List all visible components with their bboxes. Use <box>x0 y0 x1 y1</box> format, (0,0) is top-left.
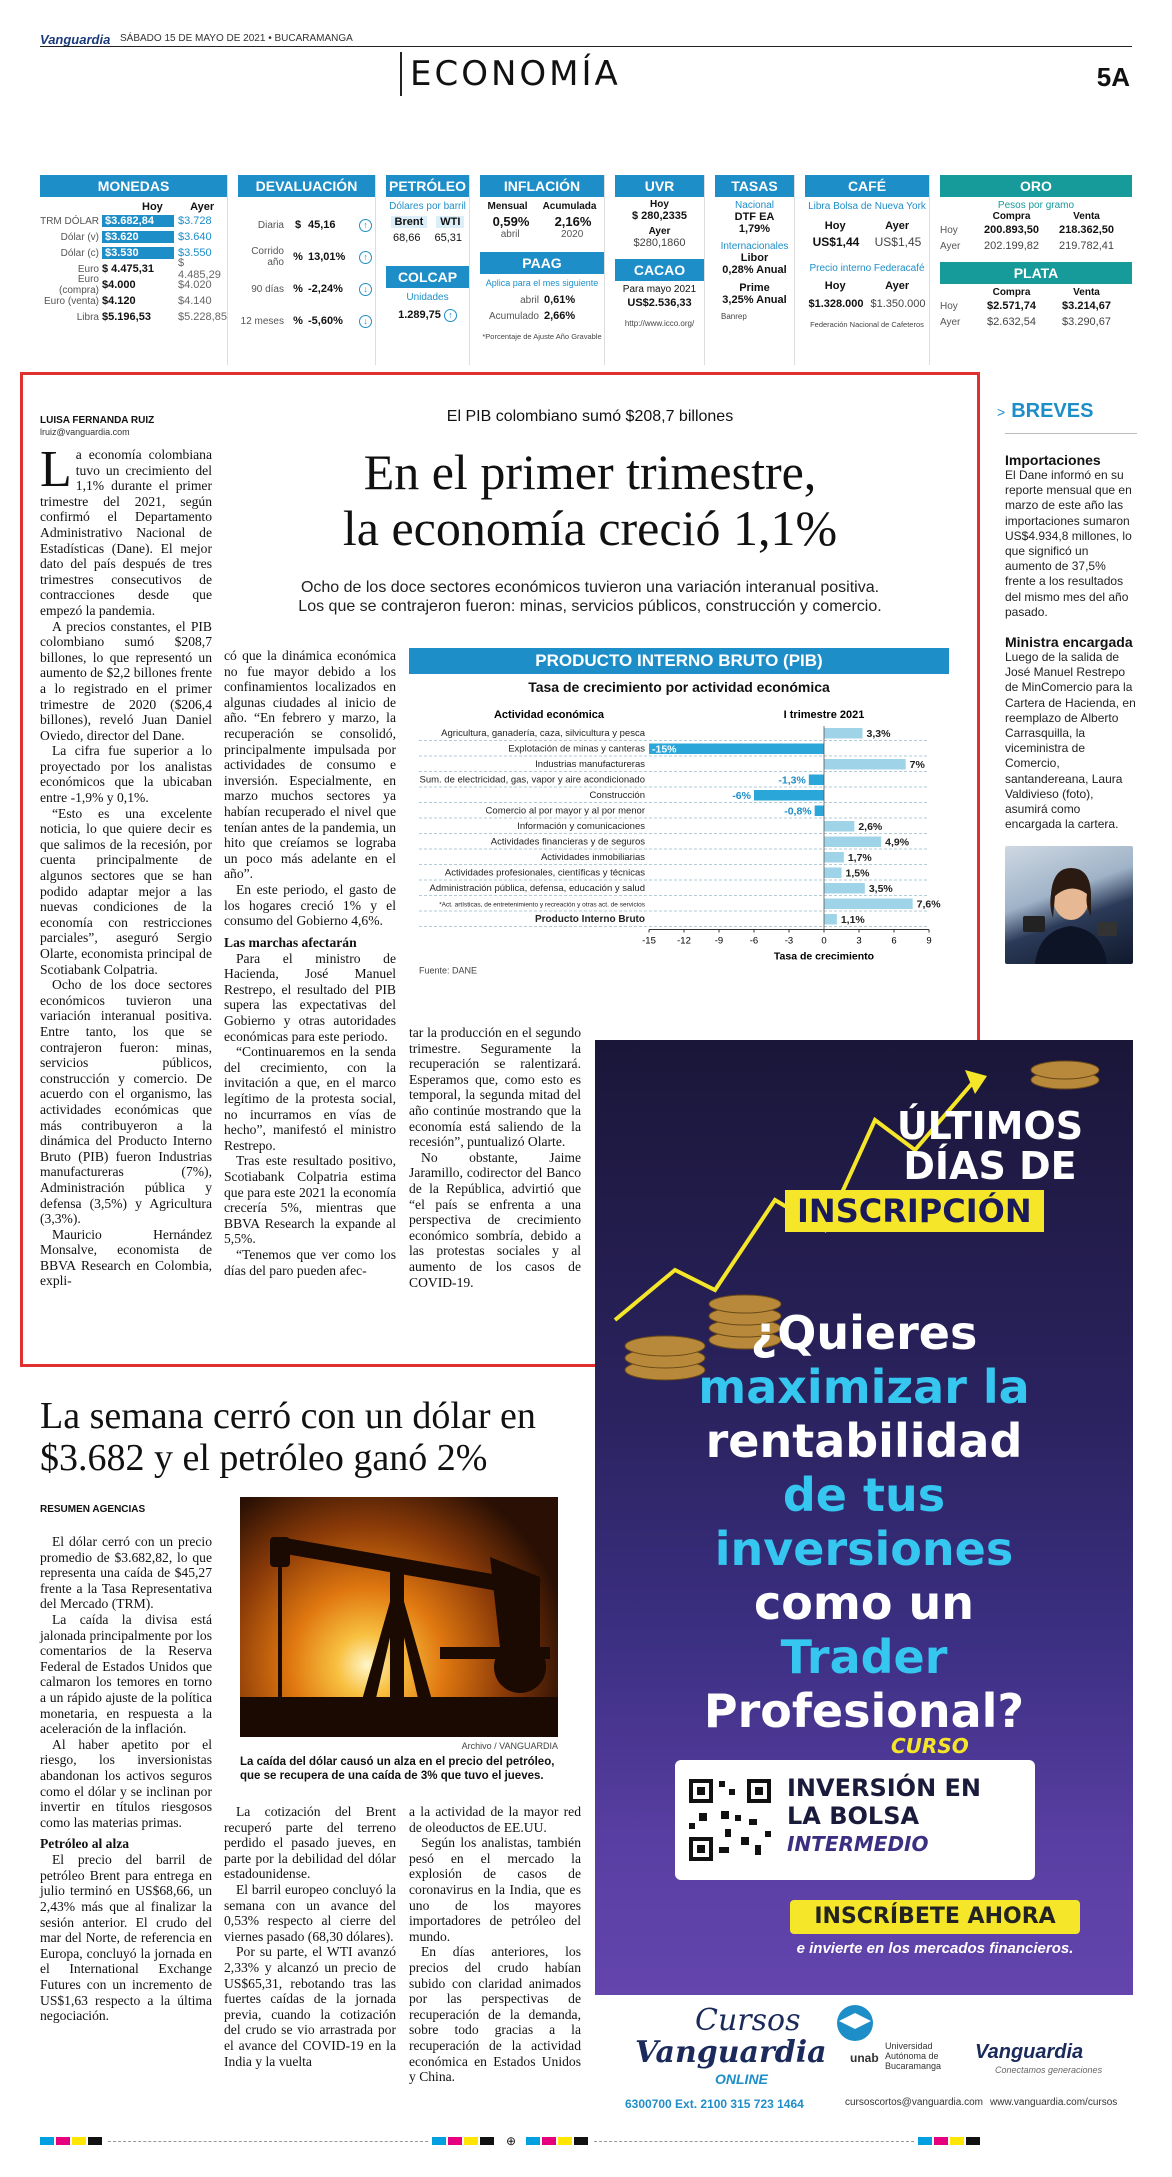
story2-headline <box>40 1395 600 1479</box>
inflacion-note: *Porcentaje de Ajuste Año Gravable <box>482 332 602 341</box>
uvr-panel <box>615 175 705 365</box>
subhead: Las marchas afectarán <box>224 934 357 950</box>
bar <box>824 899 913 910</box>
ad-question-7: Trader <box>780 1630 948 1684</box>
cafe-panel <box>805 175 930 365</box>
paragraph: Ocho de los doce sectores económicos tuvieron una variación interanual positiva. Entre tanto, los que se contrajeron fueron: minas, servicios públicos, construcción y comercio. De acuerdo con el organismo, las actividades económicas que más contribuyeron a la dinámica del Producto Interno Bruto (PIB) fueron Industrias manufactureras (7%), Administración pública y defensa (3,5%) y Agricultura (3,3%). <box>40 977 212 1227</box>
ad-question-5: inversiones <box>714 1522 1014 1576</box>
paag-row: Acumulado 2,66% <box>488 310 576 322</box>
deck-line-1: Ocho de los doce sectores económicos tuvieron una variación interanual positiva. <box>300 579 880 596</box>
data-label: 1,5% <box>845 867 870 880</box>
paragraph: La caída la divisa está jalonada principalmente por los comentarios de la Reserva Federal de Estados Unidos que calmaron los temores en torno a un rápido ajuste de la política monetaria, en respuesta a la aceleración de la inflación. <box>40 1611 212 1737</box>
article-column-2 <box>224 648 396 1278</box>
ad-question-6: como un <box>754 1576 974 1630</box>
paragraph: Al haber apetito por el riesgo, los inversionistas abandonan los activos seguros como el dólar y se inclinan por invertir en títulos riesgosos como las materias primas. <box>40 1736 212 1830</box>
bar <box>824 728 863 739</box>
paragraph: a economía colombiana tuvo un crecimiento del 1,1% durante el primer trimestre del 2021, según confirmó el Departamento Administrativo Nacional de Estadísticas (Dane). El mejor dato del país después de tres trimestres consecutivos de contracciones desde que empezó la pandemia. <box>40 447 212 618</box>
paragraph: Por su parte, el WTI avanzó 2,33% y alcanzó un precio de US$65,31, rebotando tras las fuertes caídas de la jornada previa, cuando la cotización del crudo se vio arrastrada por el avance del COVID-19 en la India y la vuelta <box>224 1944 396 2069</box>
oro-row: Ayer 202.199,82 219.782,41 <box>940 240 1115 252</box>
libor-value: 0,28% Anual <box>722 264 787 276</box>
data-label: -0,8% <box>784 805 812 818</box>
x-tick-label: -3 <box>784 935 794 947</box>
headline-line-1: En el primer trimestre, <box>363 444 817 500</box>
bar <box>824 821 854 832</box>
story2-headline-line-1: La semana cerró con un dólar en <box>40 1395 536 1437</box>
plata-row: Ayer $2.632,54 $3.290,67 <box>940 316 1111 328</box>
ad-line-1: ÚLTIMOS <box>896 1104 1084 1148</box>
monedas-hoy-header: Hoy <box>142 201 163 213</box>
category-header: Actividad económica <box>493 709 605 721</box>
monedas-row: TRM DÓLAR $3.682,84 $3.728 <box>40 215 212 227</box>
cursos-brand: Cursos <box>695 2003 801 2038</box>
cacao-value: US$2.536,33 <box>627 297 692 309</box>
vanguardia-brand: Vanguardia <box>635 2035 827 2070</box>
fed-hoy-label: Hoy <box>824 280 846 292</box>
course-box <box>675 1734 1035 1880</box>
paragraph: “Continuaremos en la senda del crecimiento, con la invitación a que, en el marco legítimo de la protesta social, no incurramos en vías de hecho”, manifestó el ministro Restrepo. <box>224 1044 396 1153</box>
print-color-strip <box>40 2132 1132 2148</box>
inscribete-button[interactable]: INSCRÍBETE AHORA <box>790 1900 1080 1934</box>
ad-question-8: Profesional? <box>703 1684 1025 1738</box>
story2-column-3 <box>409 1804 581 2085</box>
tasas-title: TASAS <box>715 175 794 197</box>
chart-title: PRODUCTO INTERNO BRUTO (PIB) <box>409 648 949 674</box>
devaluacion-row: 90 días % -2,24% ↓ <box>238 273 375 305</box>
monedas-row: Dólar (v) $3.620 $3.640 <box>60 231 212 243</box>
data-label: 7% <box>909 759 925 771</box>
plata-venta-label: Venta <box>1073 287 1100 298</box>
article-email[interactable]: lruiz@vanguardia.com <box>40 427 130 437</box>
registration-mark-icon: ⊕ <box>506 2134 517 2148</box>
brent-label: Brent <box>391 216 428 228</box>
x-tick-label: -6 <box>749 935 759 947</box>
plata-compra-label: Compra <box>992 287 1031 298</box>
monedas-title: MONEDAS <box>40 175 227 197</box>
paag-row: abril 0,61% <box>520 294 576 306</box>
brief-body: El Dane informó en su reporte mensual que en marzo de este año las importaciones sumaron US$4.934,8 millones, lo que significó un aumento de 37,5% frente a los resultados del mismo mes del año pasado. <box>1005 468 1132 619</box>
prime-value: 3,25% Anual <box>722 294 787 306</box>
paragraph: El barril europeo concluyó la semana con un avance del 0,53% respecto al cierre del viernes pasado (68,30 dólares). <box>224 1881 396 1944</box>
photo-credit: Archivo / VANGUARDIA <box>461 1741 558 1751</box>
paragraph: Para el ministro de Hacienda, José Manuel Restrepo, el resultado del PIB supera las expectativas del Gobierno y otras autoridades económicas para este periodo. <box>224 950 396 1044</box>
uvr-hoy-label: Hoy <box>650 199 669 210</box>
x-tick-label: 3 <box>856 935 862 947</box>
unab-logo: unab <box>850 2051 879 2065</box>
x-tick-label: 0 <box>821 935 827 947</box>
x-tick-label: 9 <box>926 935 932 947</box>
acumulada-period: 2020 <box>561 229 584 240</box>
graduation-cap-icon <box>825 2001 885 2041</box>
x-tick-label: -9 <box>714 935 724 947</box>
brief-body: Luego de la salida de José Manuel Restrepo de MinComercio para la Cartera de Hacienda, en reemplazo de Alberto Carrasquilla, la viceministra de Comercio, santandereana, Laura Valdivieso (foto), asumirá como encargada la cartera. <box>1005 650 1136 832</box>
chevron-right-icon: > <box>997 403 1006 420</box>
cafe-hoy-label: Hoy <box>824 220 846 232</box>
brief-photo <box>1005 846 1133 964</box>
devaluacion-row: Diaria $ 45,16 ↑ <box>238 209 375 241</box>
phone-numbers[interactable]: 6300700 Ext. 2100 315 723 1464 <box>625 2097 804 2111</box>
oro-title: ORO <box>940 175 1132 197</box>
paragraph: El dólar cerró con un precio promedio de $3.682,82, lo que representa una caída de $45,27 frente a la Tasa Representativa del Mercado (TRM). <box>40 1534 212 1612</box>
brief-title: Importaciones <box>1005 452 1101 468</box>
ad-footer <box>595 1995 1133 2120</box>
course-advertisement[interactable] <box>595 1040 1133 2120</box>
category-label: Información y comunicaciones <box>517 821 645 832</box>
ad-email[interactable]: cursoscortos@vanguardia.com <box>845 2097 983 2108</box>
uvr-ayer-label: Ayer <box>648 226 671 237</box>
masthead-rule <box>40 46 1132 47</box>
paragraph: có que la dinámica económica no fue mayor debido a los confinamientos localizados en algunas ciudades al inicio de año. “En febrero y marzo, la recuperación se consolidó, principalmente impulsada por actividades de consumo e inversión. Especialmente, en marzo muchos sectores ya habían recuperado el nivel que tenían antes de la pandemia, un hito que creíamos se lograba un poco más adelante en el año”. <box>224 648 396 882</box>
fed-ayer-value: $1.350.000 <box>870 298 926 310</box>
course-tag: CURSO <box>891 1734 969 1758</box>
paragraph: tar la producción en el segundo trimestre. Seguramente la recuperación se ralentizará. Esperamos que, como esto es temporal, la segunda mitad del año continúe mostrando que la economía está saliendo de la recesión”, puntualizó Olarte. <box>409 1025 581 1150</box>
oil-pump-photo <box>240 1497 558 1737</box>
breves-sidebar <box>997 400 1137 964</box>
petroleo-title: PETRÓLEO <box>386 175 469 197</box>
fed-ayer-label: Ayer <box>885 280 910 292</box>
oro-panel <box>940 175 1132 365</box>
vanguardia-logo: Vanguardia <box>975 2041 1084 2063</box>
article-column-1 <box>40 441 212 1289</box>
monedas-panel <box>40 175 228 365</box>
cafe-ayer-label: Ayer <box>885 220 910 232</box>
article-headline <box>240 444 940 556</box>
paag-title: PAAG <box>480 252 604 274</box>
paragraph: A precios constantes, el PIB colombiano sumó $208,7 billones, lo que representó un aumento de $2,2 billones frente a lo registrado en el primer trimestre de 2020 ($206,4 billones), reveló Juan Daniel Oviedo, director del Dane. <box>40 618 212 743</box>
arrow-up-icon: ↑ <box>444 309 457 322</box>
bar <box>824 852 844 863</box>
data-label: 2,6% <box>858 821 883 833</box>
cacao-title: CACAO <box>615 259 704 281</box>
issue-date: SÁBADO 15 DE MAYO DE 2021 • BUCARAMANGA <box>120 33 353 44</box>
wti-label: WTI <box>436 216 464 228</box>
paragraph: Mauricio Hernández Monsalve, economista de BBVA Research en Colombia, expli- <box>40 1226 212 1289</box>
inflacion-title: INFLACIÓN <box>480 175 604 197</box>
category-label: Sum. de electricidad, gas, vapor y aire acondicionado <box>419 774 645 786</box>
brief-title: Ministra encargada <box>1005 634 1133 651</box>
monedas-row: Euro (venta) $4.120 $4.140 <box>43 295 212 307</box>
article-kicker: El PIB colombiano sumó $208,7 billones <box>446 408 734 425</box>
bar <box>824 914 837 925</box>
ad-question-3: rentabilidad <box>705 1414 1023 1468</box>
dtf-value: 1,79% <box>738 223 771 235</box>
bar <box>809 775 824 786</box>
category-label: Industrias manufactureras <box>535 759 645 770</box>
arrow-up-icon: ↑ <box>359 251 372 264</box>
paragraph: El precio del barril de petróleo Brent para entrega en julio terminó en US$68,66, un 2,43% más que al finalizar la sesión anterior. El crudo del mar del Norte, de referencia en Europa, concluyó la jornada en el International Exchange Futures con un incremento de US$1,63 respecto a la última negociación. <box>40 1852 212 2024</box>
colcap-value: 1.289,75 <box>398 309 441 321</box>
bar <box>754 790 824 801</box>
cacao-subtitle: Para mayo 2021 <box>622 284 697 295</box>
federacafe-subtitle: Precio interno Federacafé <box>809 263 925 274</box>
course-line-3: INTERMEDIO <box>787 1832 929 1856</box>
paag-subtitle: Aplica para el mes siguiente <box>485 278 599 288</box>
petroleo-panel <box>386 175 470 365</box>
data-label: 3,5% <box>868 883 893 895</box>
data-label: 4,9% <box>885 836 910 849</box>
ad-question-1: ¿Quieres <box>750 1306 978 1360</box>
mensual-label: Mensual <box>487 201 528 212</box>
data-label: -15% <box>652 743 677 756</box>
article-deck <box>240 578 940 616</box>
vanguardia-tagline: Conectamos generaciones <box>995 2065 1103 2075</box>
cta-subtitle: e invierte en los mercados financieros. <box>796 1940 1074 1957</box>
deck-line-2: Los que se contrajeron fueron: minas, servicios públicos, construcción y comercio. <box>298 598 882 615</box>
category-label: *Act. artísticas, de entretenimiento y recreación y otras act. de servicios <box>439 901 645 909</box>
category-label: Administración pública, defensa, educación y salud <box>429 883 645 894</box>
paragraph: a la actividad de la mayor red de oleoductos de EE.UU. <box>409 1804 581 1835</box>
bar <box>824 837 881 848</box>
nacional-label: Nacional <box>735 200 774 211</box>
monedas-rows <box>40 213 227 325</box>
paragraph: La cotización del Brent recuperó parte del terreno perdido el pasado jueves, en parte por la debilidad del dólar estadounidense. <box>224 1804 396 1882</box>
oro-compra-label: Compra <box>992 211 1031 222</box>
data-label: 7,6% <box>916 898 941 911</box>
paragraph: Según los analistas, también pesó en el mercado la explosión de casos de coronavirus en la India, que es uno de los mayores importadores de petróleo del mundo. <box>409 1835 581 1944</box>
unab-name: Universidad Autónoma de Bucaramanga <box>885 2041 942 2071</box>
category-label: Actividades financieras y de seguros <box>490 836 645 848</box>
series-header: I trimestre 2021 <box>783 709 865 721</box>
monedas-row: Euro $ 4.475,31 $ 4.485,29 <box>77 257 221 281</box>
dtf-label: DTF EA <box>734 211 775 223</box>
cafe-ayer-value: US$1,45 <box>874 235 922 249</box>
category-label: Actividades profesionales, científicas y técnicas <box>444 867 645 879</box>
chart-source: Fuente: DANE <box>419 965 478 976</box>
icco-link[interactable]: http://www.icco.org/ <box>624 319 695 328</box>
arrow-down-icon: ↓ <box>359 283 372 296</box>
course-line-1: INVERSIÓN EN <box>787 1774 982 1802</box>
inflacion-panel <box>480 175 605 365</box>
data-label: -1,3% <box>778 774 806 787</box>
ad-badge: INSCRIPCIÓN <box>785 1190 1044 1232</box>
drop-cap: L <box>40 441 72 498</box>
bar <box>824 759 906 770</box>
ad-question-4: de tus <box>782 1468 946 1522</box>
story2-column-2 <box>224 1804 396 2069</box>
article-column-3 <box>409 1025 581 1290</box>
internacionales-label: Internacionales <box>720 241 789 252</box>
story2-headline-line-2: $3.682 y el petróleo ganó 2% <box>40 1437 488 1479</box>
data-label: 3,3% <box>866 728 891 740</box>
x-tick-label: -12 <box>677 935 691 947</box>
paragraph: No obstante, Jaime Jaramillo, codirector del Banco de la República, advirtió que “el país se enfrenta a una perspectiva de crecimiento económico sombría, debido a las protestas sociales y al aumento de los casos de COVID-19. <box>409 1149 581 1290</box>
headline-line-2: la economía creció 1,1% <box>342 500 838 556</box>
acumulada-value: 2,16% <box>554 214 592 229</box>
plata-row: Hoy $2.571,74 $3.214,67 <box>940 300 1111 312</box>
paragraph: Tras este resultado positivo, Scotiabank Colpatria estima que para este 2021 la economía crecería 5%, mientras que BBVA Research la expande al 5,5%. <box>224 1153 396 1247</box>
course-line-2: LA BOLSA <box>787 1802 920 1830</box>
ad-line-2: DÍAS DE <box>903 1144 1077 1188</box>
data-label: -6% <box>732 790 751 802</box>
tasas-panel <box>715 175 795 365</box>
photo-caption: La caída del dólar causó un alza en el precio del petróleo, que se recupera de una caída de 3% que tuvo el jueves. <box>240 1756 555 1782</box>
ad-website[interactable]: www.vanguardia.com/cursos <box>990 2097 1118 2108</box>
devaluacion-panel <box>238 175 376 365</box>
story2-byline: RESUMEN AGENCIAS <box>40 1504 146 1515</box>
petroleo-subtitle: Dólares por barril <box>389 201 466 212</box>
bar <box>815 806 824 817</box>
chart-plot <box>409 706 949 1006</box>
paragraph: “Tenemos que ver como los días del paro pueden afec- <box>224 1246 396 1278</box>
prime-label: Prime <box>739 282 770 294</box>
x-tick-label: -15 <box>642 935 656 947</box>
cafe-hoy-value: US$1,44 <box>812 235 860 249</box>
section-title: ECONOMÍA <box>400 52 621 96</box>
monedas-ayer-header: Ayer <box>190 201 215 213</box>
uvr-title: UVR <box>615 175 704 197</box>
cafe-subtitle: Libra Bolsa de Nueva York <box>808 201 926 212</box>
category-label: Actividades inmobiliarias <box>540 852 645 863</box>
data-label: 1,1% <box>840 914 865 926</box>
category-label: Comercio al por mayor y al por menor <box>485 805 645 817</box>
category-label: Agricultura, ganadería, caza, silvicultura y pesca <box>441 728 645 739</box>
arrow-down-icon: ↓ <box>359 315 372 328</box>
brand-logo[interactable]: Vanguardia <box>40 32 111 47</box>
oro-venta-label: Venta <box>1073 211 1100 222</box>
data-label: 1,7% <box>847 852 872 864</box>
oro-subtitle: Pesos por gramo <box>997 200 1075 211</box>
uvr-hoy-value: $ 280,2335 <box>631 210 688 222</box>
x-tick-label: 6 <box>891 935 897 947</box>
plata-title: PLATA <box>940 262 1132 284</box>
colcap-subtitle: Unidades <box>406 292 449 303</box>
market-indicators <box>40 175 1132 365</box>
oro-row: Hoy 200.893,50 218.362,50 <box>940 224 1115 236</box>
bar <box>824 868 842 879</box>
masthead <box>40 32 1132 112</box>
mensual-period: abril <box>500 229 520 240</box>
category-label: Producto Interno Bruto <box>535 914 645 925</box>
chart-subtitle: Tasa de crecimiento por actividad económica <box>528 679 830 695</box>
monedas-row: Libra $5.196,53 $5.228,85 <box>76 311 227 323</box>
brent-value: 68,66 <box>392 232 421 244</box>
acumulada-label: Acumulada <box>542 201 597 212</box>
uvr-ayer-value: $280,1860 <box>633 237 686 249</box>
arrow-up-icon: ↑ <box>359 219 372 232</box>
bar <box>824 883 865 894</box>
paragraph: La cifra fue superior a lo proyectado por los analistas económicos que la ubicaban entre -1,9% y 0,1%. <box>40 743 212 806</box>
fed-hoy-value: $1.328.000 <box>808 298 864 310</box>
category-label: Explotación de minas y canteras <box>508 743 645 755</box>
story2-column-1 <box>40 1534 212 2024</box>
libor-label: Libor <box>740 252 769 264</box>
page-number: 5A <box>1096 62 1130 92</box>
devaluacion-row: Corrido año % 13,01% ↑ <box>238 241 375 273</box>
article-byline: LUISA FERNANDA RUIZ <box>40 415 155 426</box>
paragraph: “Esto es una excelente noticia, lo que quiere decir es que salimos de la recesión, por cuenta principalmente de algunos sectores que se han podido adaptar mejor a las nuevas condiciones de la economía con restricciones parciales”, aseguró Sergio Olarte, economista principal de Scotiabank Colpatria. <box>40 805 212 977</box>
ad-question-2: maximizar la <box>698 1360 1030 1414</box>
paragraph: En este periodo, el gasto de los hogares creció 1% y el consumo del Gobierno 4,6%. <box>224 881 396 929</box>
x-axis-label: Tasa de crecimiento <box>773 950 875 963</box>
paragraph: En días anteriores, los precios del crudo habían subido con claridad animados por las perspectivas de recuperación de la demanda, sobre todo gracias a la recuperación de la actividad económica en Estados Unidos y China. <box>409 1944 581 2085</box>
online-label: ONLINE <box>715 2071 768 2087</box>
wti-value: 65,31 <box>434 232 463 244</box>
qr-code-icon <box>685 1775 775 1865</box>
breves-title: BREVES <box>1011 400 1094 422</box>
monedas-row: Euro (compra) $4.000 $4.020 <box>58 274 212 296</box>
devaluacion-title: DEVALUACIÓN <box>238 175 375 197</box>
monedas-row: Dólar (c) $3.530 $3.550 <box>60 247 212 259</box>
devaluacion-row: 12 meses % -5,60% ↓ <box>238 305 375 337</box>
mensual-value: 0,59% <box>492 214 530 229</box>
cafe-source: Federación Nacional de Cafeteros <box>810 320 924 329</box>
tasas-source: Banrep <box>721 312 747 321</box>
subhead: Petróleo al alza <box>40 1836 130 1852</box>
cafe-title: CAFÉ <box>805 175 929 197</box>
pib-chart <box>409 648 949 1008</box>
category-label: Construcción <box>589 790 645 801</box>
colcap-title: COLCAP <box>386 266 469 288</box>
